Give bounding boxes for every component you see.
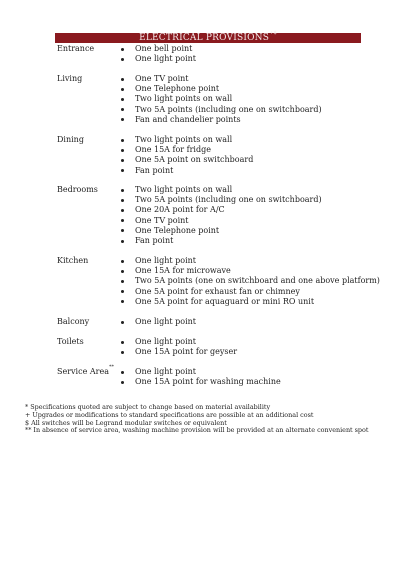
provision-item: One 5A point on switchboard <box>118 155 253 165</box>
room-label-text: Living <box>57 74 83 83</box>
provision-item: One 5A point for exhaust fan or chimney <box>118 287 380 297</box>
room-label-text: Balcony <box>57 317 90 326</box>
provision-list <box>118 337 237 357</box>
room-label-text: Entrance <box>57 44 95 53</box>
section-title: ELECTRICAL PROVISIONS <box>139 33 270 43</box>
provision-item: One 20A point for A/C <box>118 205 322 215</box>
provision-item: Fan and chandelier points <box>118 115 322 125</box>
provision-item: Fan point <box>118 236 322 246</box>
provision-item: One 15A point for washing machine <box>118 377 281 387</box>
room-label-text: Service Area <box>57 367 109 376</box>
provision-list <box>118 317 196 327</box>
provision-list <box>118 367 281 387</box>
room-label-text: Dining <box>57 135 84 144</box>
footnote: ** In absence of service area, washing machine provision will be provided at an alternate convenient spot <box>25 426 369 435</box>
provision-list <box>118 185 322 246</box>
footnote: + Upgrades or modifications to standard specifications are possible at an additional cost <box>25 410 314 419</box>
provision-item: One 15A point for geyser <box>118 347 237 357</box>
room-label <box>57 337 84 347</box>
title-footnote-mark: +$ <box>269 30 277 36</box>
provision-list <box>118 44 196 64</box>
provision-item: Two light points on wall <box>118 135 253 145</box>
provision-item: One light point <box>118 54 196 64</box>
provision-list <box>118 74 322 125</box>
provision-item: One light point <box>118 367 281 377</box>
provision-item: One bell point <box>118 44 196 54</box>
provision-item: One 15A for microwave <box>118 266 380 276</box>
provision-item: Two 5A points (one on switchboard and one above platform) <box>118 276 380 286</box>
room-label <box>57 364 114 377</box>
footnotes <box>25 404 368 435</box>
room-label <box>57 185 98 195</box>
footnote: $ All switches will be Legrand modular switches or equivalent <box>25 418 227 427</box>
label-footnote-mark: ** <box>108 364 114 370</box>
provision-list <box>118 135 253 176</box>
provision-list <box>118 256 380 307</box>
room-label-text: Bedrooms <box>57 185 98 194</box>
provision-item: One 15A for fridge <box>118 145 253 155</box>
provision-item: Two 5A points (including one on switchboard) <box>118 105 322 115</box>
provision-item: One TV point <box>118 216 322 226</box>
provision-item: One light point <box>118 337 237 347</box>
provision-item: One light point <box>118 317 196 327</box>
room-label <box>57 44 94 54</box>
provision-item: One 5A point for aquaguard or mini RO unit <box>118 297 380 307</box>
provision-item: One Telephone point <box>118 84 322 94</box>
room-label <box>57 317 89 327</box>
section-header <box>55 30 361 43</box>
room-label-text: Kitchen <box>57 256 89 265</box>
provision-item: One Telephone point <box>118 226 322 236</box>
footnote: * Specifications quoted are subject to change based on material availability <box>25 403 271 411</box>
room-label <box>57 135 84 145</box>
room-label <box>57 256 88 266</box>
provision-item: One light point <box>118 256 380 266</box>
provision-item: One TV point <box>118 74 322 84</box>
provision-item: Two light points on wall <box>118 185 322 195</box>
room-label-text: Toilets <box>57 337 84 346</box>
provision-item: Two 5A points (including one on switchboard) <box>118 195 322 205</box>
provision-item: Fan point <box>118 166 253 176</box>
room-label <box>57 74 82 84</box>
provision-item: Two light points on wall <box>118 94 322 104</box>
